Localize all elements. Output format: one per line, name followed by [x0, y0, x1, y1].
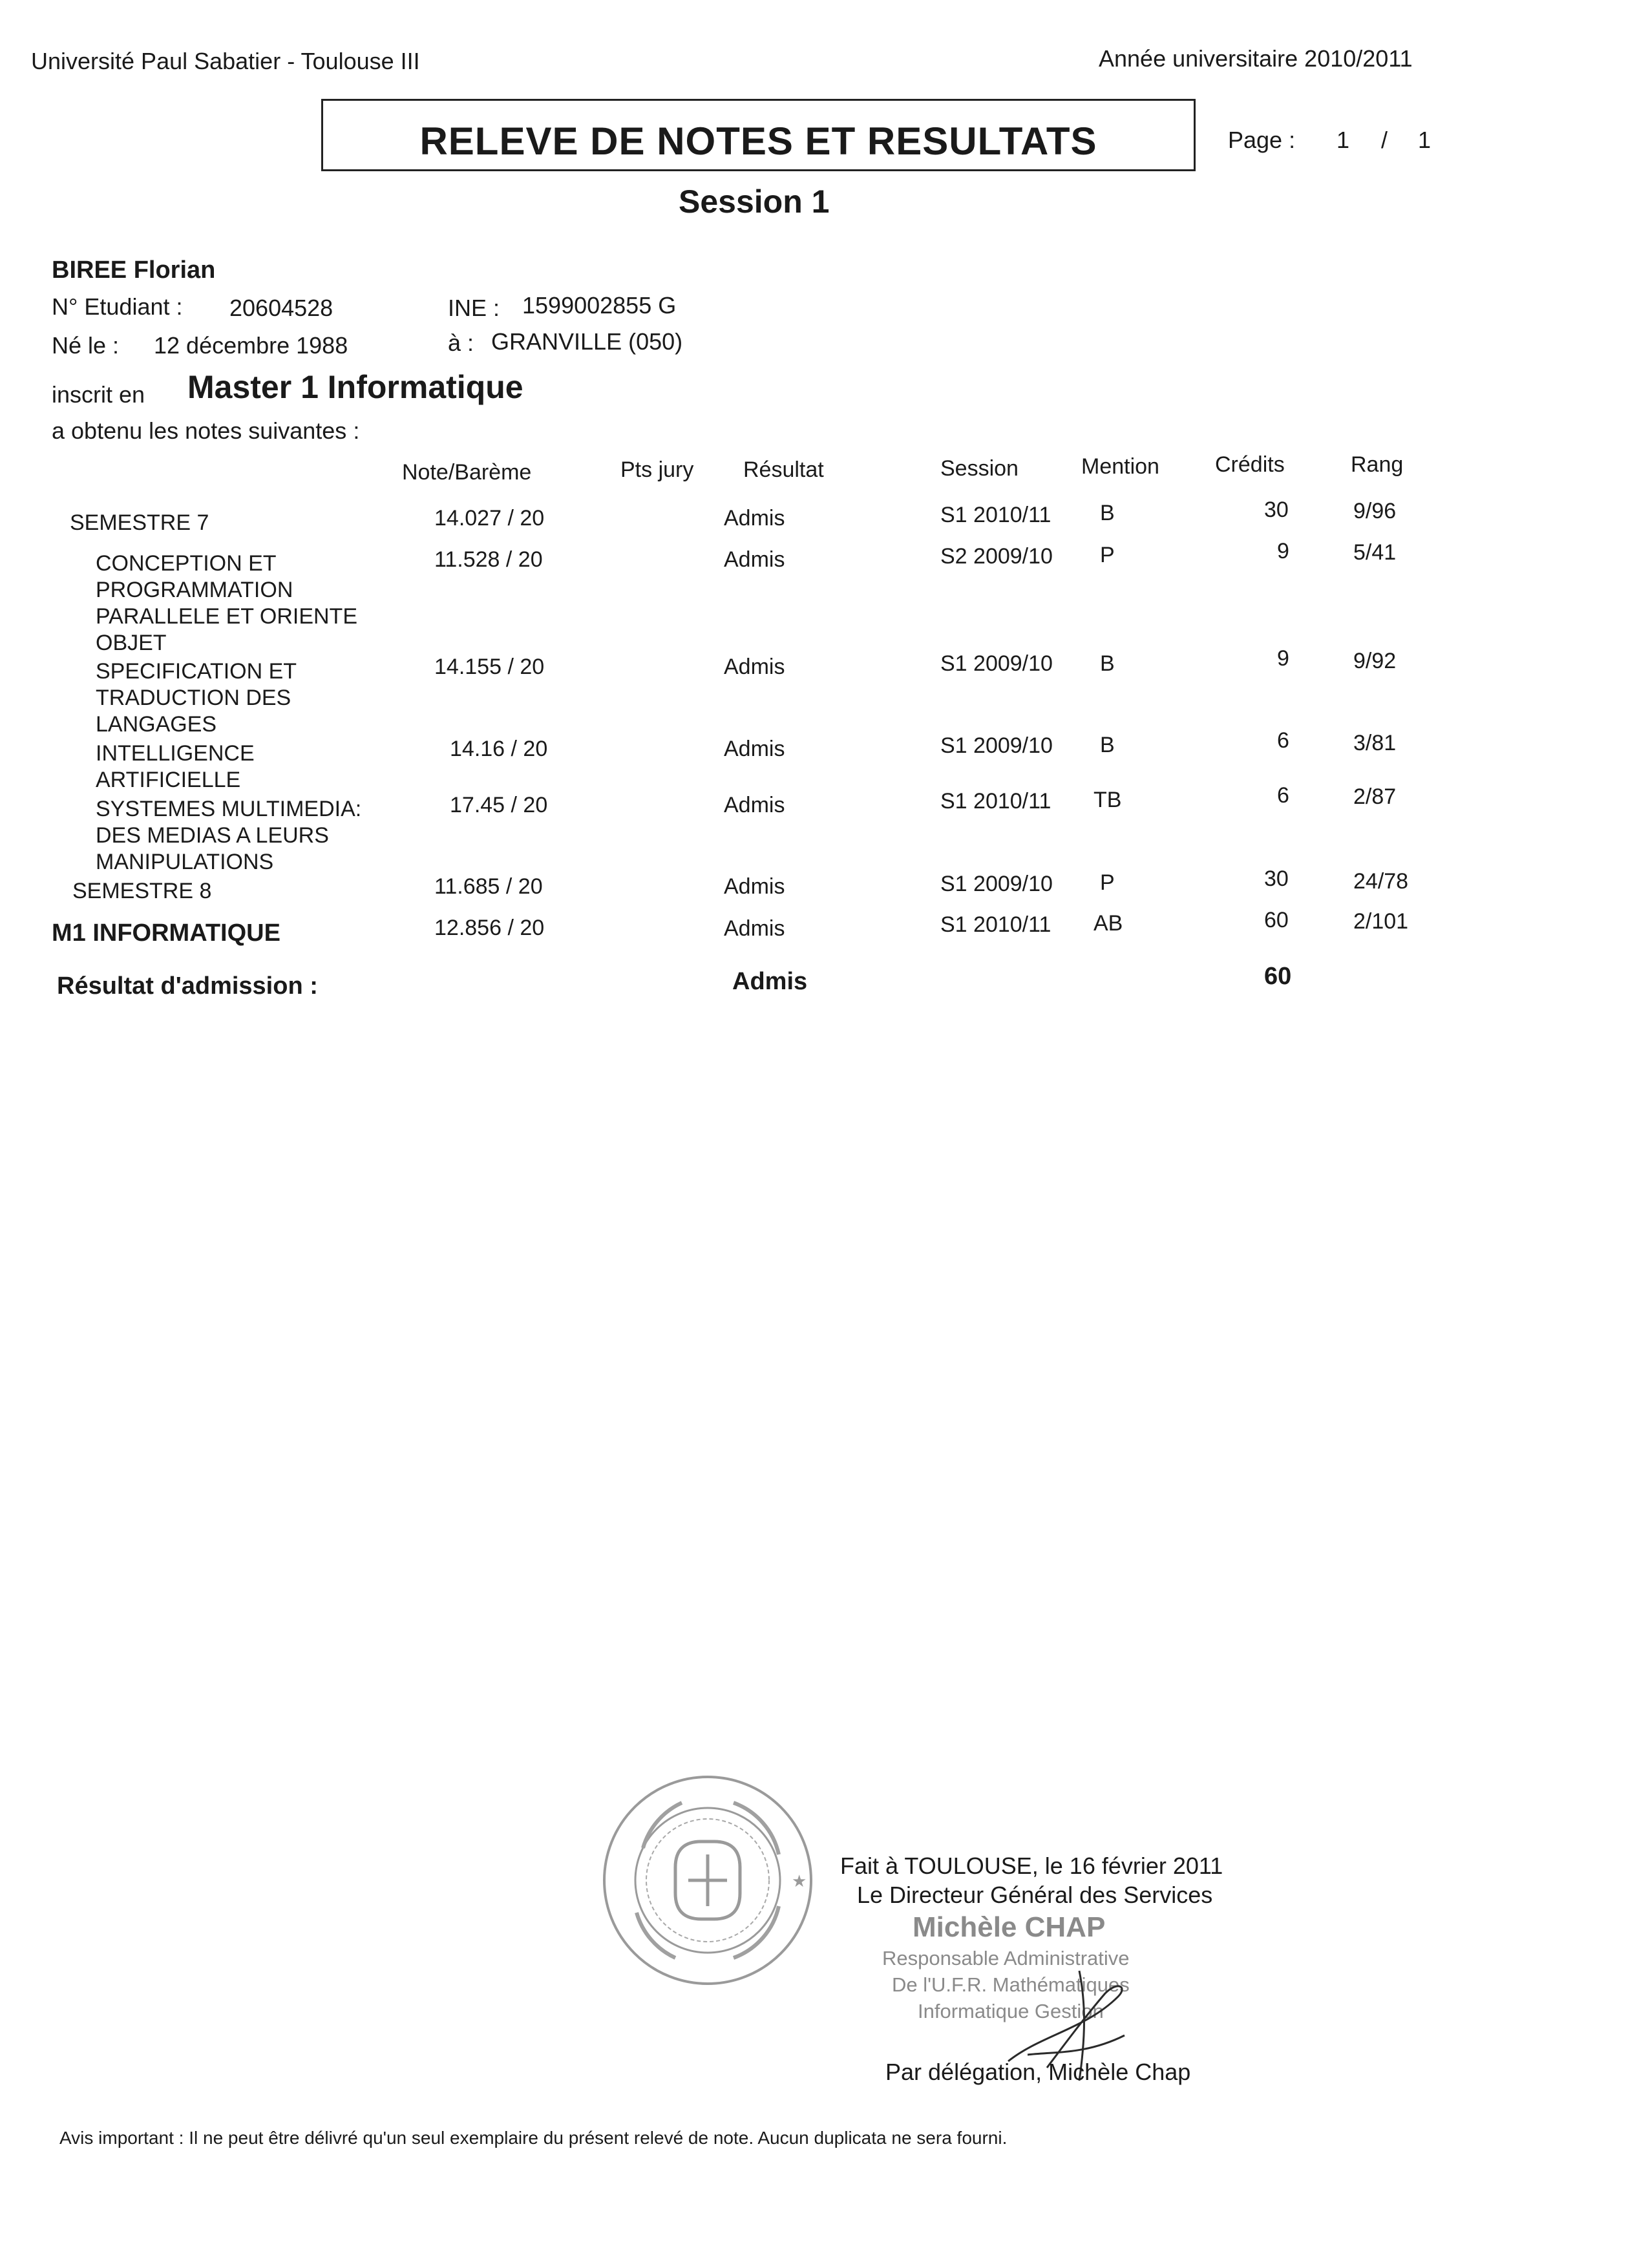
stamp-line3: Informatique Gestion: [918, 2000, 1104, 2022]
row-conception-note: 11.528 / 20: [434, 547, 543, 572]
row-multimedia-name-line1: SYSTEMES MULTIMEDIA:: [96, 797, 362, 821]
row-specification-rank: 9/92: [1353, 649, 1397, 673]
admission-result: Admis: [732, 968, 808, 995]
row-multimedia-mention: TB: [1093, 788, 1122, 812]
row-multimedia-name: [96, 796, 361, 876]
row-m1-credits: 60: [1264, 908, 1289, 932]
row-intelligence-note: 14.16 / 20: [450, 737, 548, 761]
row-intelligence-name: [96, 740, 255, 793]
birthplace: GRANVILLE (050): [491, 328, 683, 355]
row-specification-name-line2: TRADUCTION DES: [96, 686, 291, 710]
admission-credits: 60: [1264, 963, 1292, 990]
col-mention: Mention: [1081, 454, 1159, 479]
session-title: Session 1: [679, 184, 830, 220]
row-specification-result: Admis: [724, 655, 785, 679]
row-m1-note: 12.856 / 20: [434, 916, 545, 940]
row-conception-name-line4: OBJET: [96, 631, 167, 655]
stamp-line1: Responsable Administrative: [882, 1947, 1130, 1969]
row-m1-rank: 2/101: [1353, 909, 1409, 934]
row-conception-name: [96, 551, 357, 656]
row-specification-mention: B: [1100, 651, 1115, 676]
row-intelligence-rank: 3/81: [1353, 731, 1397, 755]
row-m1-session: S1 2010/11: [940, 912, 1051, 937]
footer-notice: Avis important : Il ne peut être délivré qu'un seul exemplaire du présent relevé de note. Aucun duplicata ne sera fourni.: [59, 2128, 1008, 2148]
row-multimedia-credits: 6: [1277, 783, 1289, 808]
student-id-label: N° Etudiant :: [52, 293, 183, 320]
page-total: 1: [1418, 127, 1431, 153]
row-semestre7-session: S1 2010/11: [940, 503, 1051, 527]
row-m1-result: Admis: [724, 916, 785, 941]
row-specification-note: 14.155 / 20: [434, 655, 545, 679]
university-name: Université Paul Sabatier - Toulouse III: [31, 48, 420, 74]
row-m1-name: M1 INFORMATIQUE: [52, 919, 280, 947]
row-semestre8-credits: 30: [1264, 866, 1289, 891]
row-semestre7-credits: 30: [1264, 498, 1289, 522]
col-note: Note/Barème: [402, 460, 532, 485]
student-name: BIREE Florian: [52, 257, 216, 284]
row-multimedia-name-line3: MANIPULATIONS: [96, 850, 274, 874]
page-label: Page :: [1228, 127, 1296, 153]
page-title: RELEVE DE NOTES ET RESULTATS: [419, 120, 1097, 163]
stamp-line2: De l'U.F.R. Mathématiques: [892, 1973, 1130, 1996]
row-semestre8-name: SEMESTRE 8: [72, 879, 212, 903]
birth-label: Né le :: [52, 332, 120, 359]
row-semestre7-name: SEMESTRE 7: [70, 510, 209, 535]
row-semestre8-session: S1 2009/10: [940, 872, 1053, 896]
row-intelligence-name-line1: INTELLIGENCE: [96, 741, 255, 766]
row-specification-name-line1: SPECIFICATION ET: [96, 659, 297, 684]
page-separator: /: [1381, 127, 1388, 153]
row-conception-name-line1: CONCEPTION ET: [96, 551, 277, 576]
ine-value: 1599002855 G: [522, 292, 677, 319]
birthplace-label: à :: [448, 330, 474, 356]
row-semestre7-note: 14.027 / 20: [434, 506, 545, 530]
row-semestre7-rank: 9/96: [1353, 499, 1397, 523]
row-semestre8-result: Admis: [724, 874, 785, 899]
row-intelligence-credits: 6: [1277, 728, 1289, 753]
col-result: Résultat: [743, 457, 824, 482]
signature-place-date: Fait à TOULOUSE, le 16 février 2011: [840, 1853, 1223, 1879]
row-m1-mention: AB: [1093, 911, 1123, 936]
student-id: 20604528: [229, 295, 333, 321]
program-name: Master 1 Informatique: [187, 369, 523, 405]
title-box: [321, 99, 1196, 171]
row-multimedia-note: 17.45 / 20: [450, 793, 548, 817]
academic-year: Année universitaire 2010/2011: [1099, 45, 1413, 72]
row-conception-credits: 9: [1277, 539, 1289, 563]
row-multimedia-name-line2: DES MEDIAS A LEURS: [96, 823, 329, 848]
row-multimedia-session: S1 2010/11: [940, 789, 1051, 814]
svg-text:★: ★: [792, 1872, 807, 1891]
row-conception-session: S2 2009/10: [940, 544, 1053, 569]
col-rank: Rang: [1351, 452, 1404, 477]
row-conception-mention: P: [1100, 543, 1115, 567]
admission-label: Résultat d'admission :: [57, 972, 318, 1000]
row-semestre7-mention: B: [1100, 501, 1115, 525]
enrolled-label: inscrit en: [52, 381, 145, 408]
col-credits: Crédits: [1215, 452, 1285, 477]
stamp-name: Michèle CHAP: [913, 1911, 1106, 1943]
row-intelligence-mention: B: [1100, 733, 1115, 757]
row-conception-rank: 5/41: [1353, 540, 1397, 565]
row-specification-credits: 9: [1277, 646, 1289, 671]
signature-role: Le Directeur Général des Services: [857, 1882, 1213, 1908]
intro-text: a obtenu les notes suivantes :: [52, 417, 360, 444]
col-session: Session: [940, 456, 1019, 481]
row-semestre8-rank: 24/78: [1353, 869, 1409, 894]
row-intelligence-name-line2: ARTIFICIELLE: [96, 768, 241, 792]
birth-date: 12 décembre 1988: [154, 332, 348, 359]
page-current: 1: [1336, 127, 1350, 153]
row-semestre8-mention: P: [1100, 870, 1115, 895]
row-specification-session: S1 2009/10: [940, 651, 1053, 676]
row-specification-name-line3: LANGAGES: [96, 712, 217, 737]
university-seal-icon: [598, 1770, 818, 1990]
row-conception-result: Admis: [724, 547, 785, 572]
col-jury: Pts jury: [620, 457, 694, 482]
row-multimedia-result: Admis: [724, 793, 785, 817]
ine-label: INE :: [448, 295, 500, 321]
row-intelligence-session: S1 2009/10: [940, 733, 1053, 758]
row-intelligence-result: Admis: [724, 737, 785, 761]
row-conception-name-line3: PARALLELE ET ORIENTE: [96, 604, 357, 629]
row-multimedia-rank: 2/87: [1353, 784, 1397, 809]
row-semestre7-result: Admis: [724, 506, 785, 530]
row-semestre8-note: 11.685 / 20: [434, 874, 543, 899]
row-conception-name-line2: PROGRAMMATION: [96, 578, 293, 602]
row-specification-name: [96, 658, 297, 738]
delegation-line: Par délégation, Michèle Chap: [885, 2059, 1191, 2085]
